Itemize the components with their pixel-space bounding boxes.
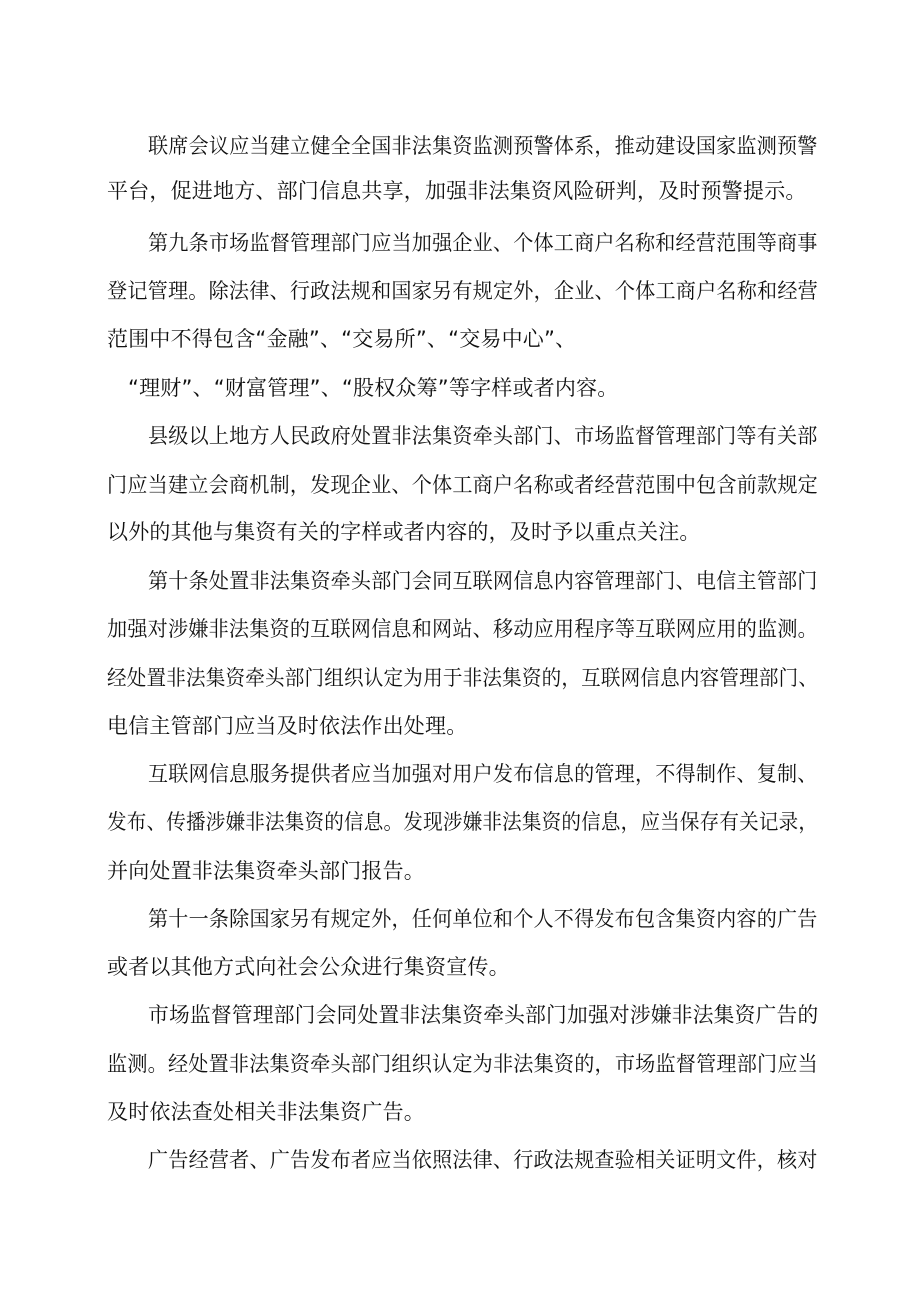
paragraph-line: 广告经营者、广告发布者应当依照法律、行政法规查验相关证明文件，核对 (148, 1148, 818, 1172)
paragraph-line: 县级以上地方人民政府处置非法集资牵头部门、市场监督管理部门等有关部 (148, 424, 818, 448)
paragraph-line: 并向处置非法集资牵头部门报告。 (107, 859, 425, 883)
paragraph-line: 以外的其他与集资有关的字样或者内容的，及时予以重点关注。 (107, 520, 701, 544)
paragraph-line: 登记管理。除法律、行政法规和国家另有规定外，企业、个体工商户名称和经营 (107, 279, 818, 303)
paragraph-line: 第十一条除国家另有规定外，任何单位和个人不得发布包含集资内容的广告 (148, 907, 818, 931)
paragraph-line: 电信主管部门应当及时依法作出处理。 (107, 714, 468, 738)
paragraph-line: 经处置非法集资牵头部门组织认定为用于非法集资的，互联网信息内容管理部门、 (107, 666, 819, 690)
paragraph-line: 监测。经处置非法集资牵头部门组织认定为非法集资的，市场监督管理部门应当 (107, 1052, 818, 1076)
paragraph-line: 及时依法查处相关非法集资广告。 (107, 1100, 425, 1124)
paragraph-line: “理财”、“财富管理”、“股权众筹”等字样或者内容。 (128, 376, 619, 400)
paragraph-line: 范围中不得包含“金融”、“交易所”、“交易中心”、 (107, 327, 577, 351)
paragraph-line: 市场监督管理部门会同处置非法集资牵头部门加强对涉嫌非法集资广告的 (148, 1003, 819, 1027)
paragraph-line: 第九条市场监督管理部门应当加强企业、个体工商户名称和经营范围等商事 (148, 231, 818, 255)
paragraph-line: 互联网信息服务提供者应当加强对用户发布信息的管理，不得制作、复制、 (148, 762, 818, 786)
paragraph-line: 门应当建立会商机制，发现企业、个体工商户名称或者经营范围中包含前款规定 (107, 473, 818, 497)
paragraph-line: 第十条处置非法集资牵头部门会同互联网信息内容管理部门、电信主管部门 (148, 569, 818, 593)
paragraph-line: 平台，促进地方、部门信息共享，加强非法集资风险研判，及时预警提示。 (107, 179, 807, 203)
paragraph-line: 联席会议应当建立健全全国非法集资监测预警体系，推动建设国家监测预警 (148, 134, 818, 158)
paragraph-line: 加强对涉嫌非法集资的互联网信息和网站、移动应用程序等互联网应用的监测。 (107, 617, 818, 641)
paragraph-line: 或者以其他方式向社会公众进行集资宣传。 (107, 955, 510, 979)
paragraph-line: 发布、传播涉嫌非法集资的信息。发现涉嫌非法集资的信息，应当保存有关记录， (107, 810, 819, 834)
